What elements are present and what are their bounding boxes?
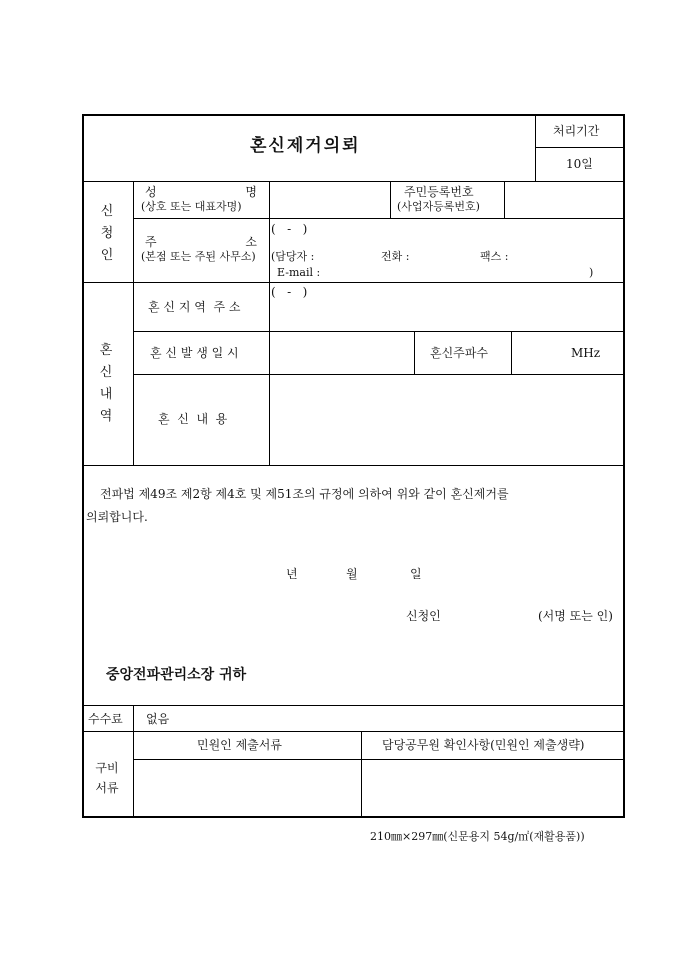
fee-value: 없음 bbox=[146, 712, 170, 726]
area-postal: ( - ) bbox=[271, 285, 308, 299]
processing-period-label: 처리기간 bbox=[553, 124, 600, 138]
divider bbox=[133, 181, 134, 465]
area-label: 혼 신 지 역 주 소 bbox=[148, 300, 241, 314]
processing-period-value: 10일 bbox=[566, 157, 593, 171]
contact-person-label: (담당자 : bbox=[271, 250, 315, 263]
divider bbox=[535, 147, 625, 148]
applicant-section-label: 신청인 bbox=[100, 204, 114, 263]
content-label: 혼 신 내 용 bbox=[158, 412, 228, 426]
date-input[interactable] bbox=[273, 340, 409, 368]
divider bbox=[82, 282, 625, 283]
statement-line2: 의뢰합니다. bbox=[86, 510, 148, 524]
divider bbox=[504, 181, 505, 218]
fee-label: 수수료 bbox=[88, 712, 123, 726]
form-title: 혼신제거의뢰 bbox=[250, 136, 361, 156]
applicant-sign-label: 신청인 bbox=[406, 609, 441, 623]
interference-section-label: 혼신내역 bbox=[99, 343, 113, 424]
date-label: 혼 신 발 생 일 시 bbox=[150, 346, 239, 360]
date-year: 년 bbox=[286, 567, 298, 581]
phone-label: 전화 : bbox=[381, 250, 410, 263]
divider bbox=[133, 331, 625, 332]
applicant-docs-header: 민원인 제출서류 bbox=[197, 738, 282, 752]
address-postal: ( - ) bbox=[271, 222, 308, 236]
divider bbox=[133, 705, 134, 818]
date-month: 월 bbox=[346, 567, 358, 581]
name-label: 성 명 bbox=[145, 185, 257, 199]
divider bbox=[133, 218, 625, 219]
id-input[interactable] bbox=[509, 190, 619, 212]
id-sub-label: (사업자등록번호) bbox=[397, 200, 480, 213]
name-input[interactable] bbox=[273, 190, 385, 212]
divider bbox=[269, 181, 270, 465]
divider bbox=[535, 114, 536, 181]
statement-line1: 전파법 제49조 제2항 제4호 및 제51조의 규정에 의하여 위와 같이 혼신제거를 bbox=[100, 487, 509, 501]
date-day: 일 bbox=[410, 567, 422, 581]
divider bbox=[361, 731, 362, 818]
divider bbox=[414, 331, 415, 374]
fax-label: 팩스 : bbox=[480, 250, 509, 263]
content-input[interactable] bbox=[273, 380, 619, 460]
documents-label: 구비서류 bbox=[95, 761, 119, 795]
official-docs-header: 담당공무원 확인사항(민원인 제출생략) bbox=[382, 738, 585, 752]
address-label: 주 소 bbox=[145, 235, 257, 249]
name-sub-label: (상호 또는 대표자명) bbox=[141, 200, 242, 213]
divider bbox=[82, 181, 625, 182]
close-paren: ) bbox=[589, 266, 594, 279]
freq-label: 혼신주파수 bbox=[430, 346, 488, 360]
paper-spec-footer: 210㎜×297㎜(신문용지 54g/㎡(재활용품)) bbox=[370, 830, 585, 843]
email-label: E-mail : bbox=[277, 266, 321, 279]
divider bbox=[133, 374, 625, 375]
divider bbox=[133, 759, 625, 760]
divider bbox=[82, 465, 625, 466]
divider bbox=[82, 705, 625, 706]
addressee: 중앙전파관리소장 귀하 bbox=[106, 667, 247, 683]
id-label: 주민등록번호 bbox=[404, 185, 474, 199]
address-sub-label: (본점 또는 주된 사무소) bbox=[141, 250, 256, 263]
divider bbox=[511, 331, 512, 374]
divider bbox=[82, 731, 625, 732]
divider bbox=[390, 181, 391, 218]
signature-label: (서명 또는 인) bbox=[538, 609, 613, 623]
freq-unit: MHz bbox=[571, 346, 601, 360]
